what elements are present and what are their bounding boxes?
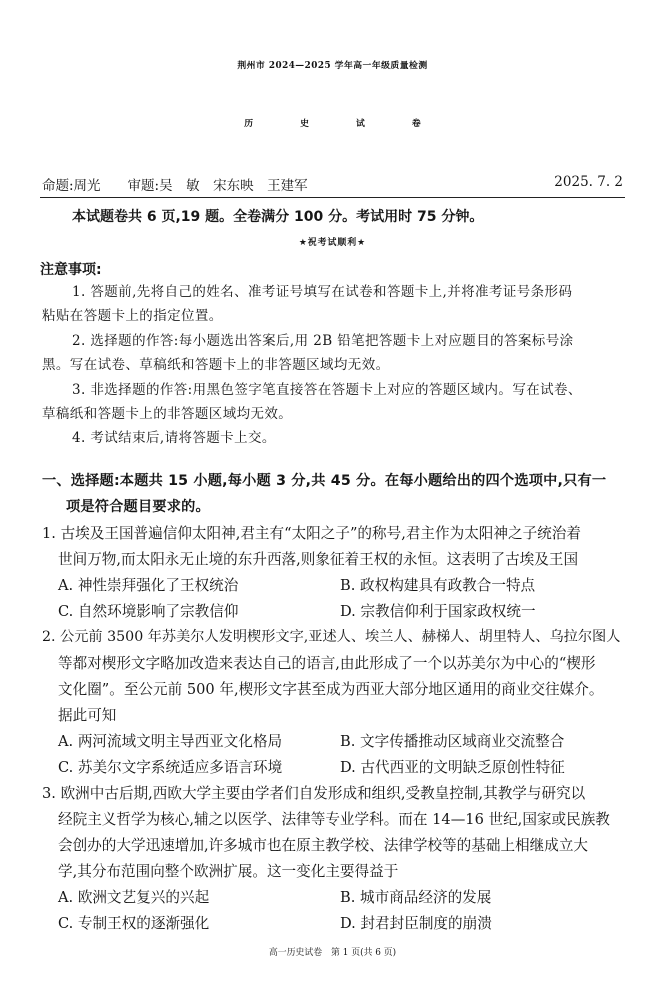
notice-line: 黑。写在试卷、草稿纸和答题卡上的非答题区域均无效。 (42, 357, 390, 373)
question-2-option-a: A. 两河流域文明主导西亚文化格局 (58, 733, 283, 750)
question-3-option-a: A. 欧洲文艺复兴的兴起 (58, 889, 210, 906)
section-heading: 一、选择题:本题共 15 小题,每小题 3 分,共 45 分。在每小题给出的四个选项中,只有一 (42, 473, 607, 489)
question-3-stem: 3. 欧洲中古后期,西欧大学主要由学者们自发形成和组织,受教皇控制,其教学与研究以 (42, 785, 586, 802)
question-1-stem: 世间万物,而太阳永无止境的东升西落,则象征着王权的永恒。这表明了古埃及王国 (58, 551, 579, 568)
question-3-option-c: C. 专制王权的逐渐强化 (58, 915, 210, 932)
question-2-stem: 文化圈”。至公元前 500 年,楔形文字甚至成为西亚大部分地区通用的商业交往媒介。 (58, 681, 604, 698)
question-3-option-d: D. 封君封臣制度的崩溃 (340, 915, 492, 932)
notice-line: 粘贴在答题卡上的指定位置。 (42, 308, 223, 324)
exam-date: 2025. 7. 2 (554, 174, 623, 190)
notice-line: 草稿纸和答题卡上的非答题区域均无效。 (42, 406, 293, 422)
good-luck-banner: ★祝考试顺利★ (298, 238, 367, 248)
notice-line: 2. 选择题的作答:每小题选出答案后,用 2B 铅笔把答题卡上对应题目的答案标号涂 (72, 333, 574, 349)
question-3-option-b: B. 城市商品经济的发展 (340, 889, 492, 906)
question-1-option-b: B. 政权构建具有政教合一特点 (340, 577, 536, 594)
question-2-option-d: D. 古代西亚的文明缺乏原创性特征 (340, 759, 565, 776)
question-2-stem: 等都对楔形文字略加改造来表达自己的语言,由此形成了一个以苏美尔为中心的“楔形 (58, 655, 596, 672)
question-1-stem: 1. 古埃及王国普遍信仰太阳神,君主有“太阳之子”的称号,君主作为太阳神之子统治着 (42, 525, 581, 542)
notice-line: 3. 非选择题的作答:用黑色签字笔直接答在答题卡上对应的答题区域内。写在试卷、 (72, 382, 582, 398)
page-footer: 高一历史试卷 第 1 页(共 6 页) (268, 948, 397, 958)
exam-title: 荆州市 2024—2025 学年高一年级质量检测 (237, 61, 428, 71)
notice-title: 注意事项: (40, 262, 102, 278)
exam-intro: 本试题卷共 6 页,19 题。全卷满分 100 分。考试用时 75 分钟。 (72, 209, 484, 225)
question-3-stem: 学,其分布范围向整个欧洲扩展。这一变化主要得益于 (58, 863, 399, 880)
question-3-stem: 会创办的大学迅速增加,许多城市也在原主教学校、法律学校等的基础上相继成立大 (58, 837, 589, 854)
section-heading-cont: 项是符合题目要求的。 (66, 499, 210, 515)
authors-line: 命题:周光 审题:吴 敏 宋东映 王建军 (42, 178, 308, 194)
header-divider (40, 197, 625, 198)
question-1-option-d: D. 宗教信仰利于国家政权统一 (340, 603, 536, 620)
exam-subtitle: 历 史 试 卷 (244, 119, 443, 129)
question-1-option-a: A. 神性崇拜强化了王权统治 (58, 577, 239, 594)
notice-line: 4. 考试结束后,请将答题卡上交。 (72, 430, 276, 446)
question-2-option-c: C. 苏美尔文字系统适应多语言环境 (58, 759, 283, 776)
question-2-stem: 2. 公元前 3500 年苏美尔人发明楔形文字,亚述人、埃兰人、赫梯人、胡里特人、乌拉尔图人 (42, 629, 621, 645)
notice-line: 1. 答题前,先将自己的姓名、准考证号填写在试卷和答题卡上,并将准考证号条形码 (72, 284, 573, 300)
question-2-option-b: B. 文字传播推动区域商业交流整合 (340, 733, 565, 750)
question-2-stem: 据此可知 (58, 707, 117, 724)
question-3-stem: 经院主义哲学为核心,辅之以医学、法律等专业学科。而在 14—16 世纪,国家或民族教 (58, 811, 610, 828)
question-1-option-c: C. 自然环境影响了宗教信仰 (58, 603, 239, 620)
